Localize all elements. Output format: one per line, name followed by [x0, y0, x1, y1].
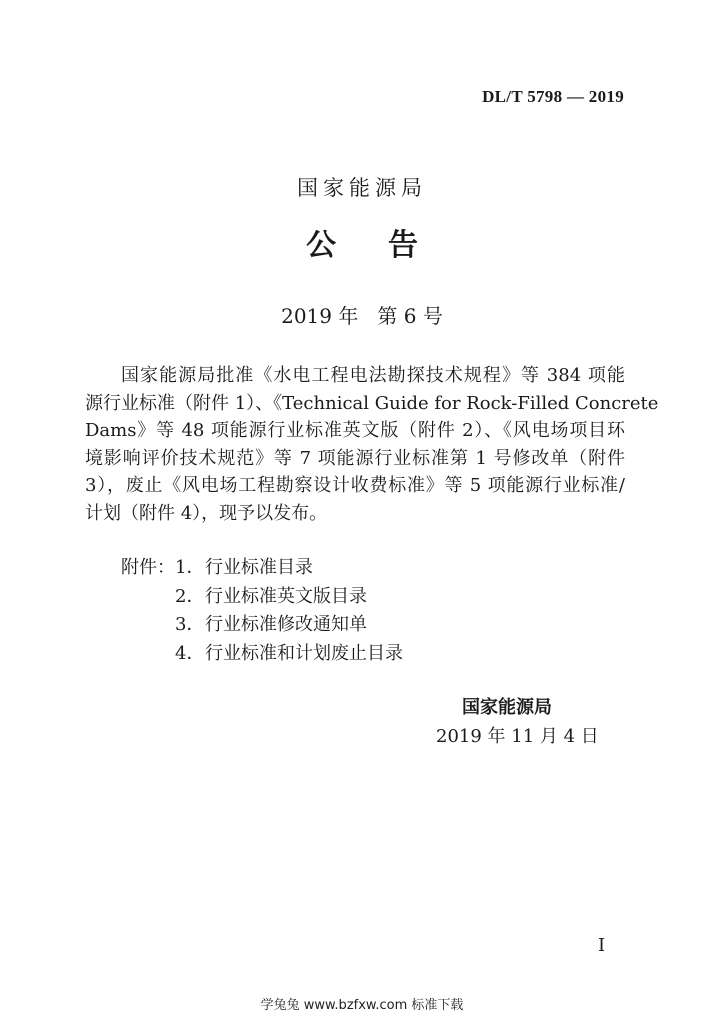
body-line: 3），废止《风电场工程勘察设计收费标准》等 5 项能源行业标准/ [85, 475, 625, 496]
notice-title: 公告 [306, 228, 470, 263]
signature-organization: 国家能源局 [462, 697, 552, 718]
notice-body [85, 362, 659, 527]
attachment-item [121, 611, 403, 640]
body-line: 计划（附件 4），现予以发布。 [85, 502, 328, 524]
attachments-label: 附件： [121, 557, 175, 578]
attachment-title: 行业标准修改通知单 [205, 614, 367, 635]
footer-watermark: 学兔兔 www.bzfxw.com 标准下载 [260, 998, 464, 1013]
attachment-number: 2． [175, 585, 205, 607]
standard-code: DL/T 5798 — 2019 [482, 87, 624, 106]
attachment-item [121, 583, 403, 612]
attachment-item [121, 640, 403, 669]
attachment-item [121, 554, 403, 583]
body-line: Dams》等 48 项能源行业标准英文版（附件 2）、《风电场项目环 [85, 420, 625, 441]
body-line: 境影响评价技术规范》等 7 项能源行业标准第 1 号修改单（附件 [85, 447, 625, 469]
attachment-number: 1． [175, 557, 205, 578]
attachments-list [121, 554, 403, 668]
body-line: 源行业标准（附件 1）、《Technical Guide for Rock-Filled Concrete [85, 392, 659, 414]
issuer-heading: 国家能源局 [297, 176, 427, 200]
signature-date: 2019 年 11 月 4 日 [436, 726, 599, 747]
attachment-title: 行业标准目录 [205, 557, 313, 578]
attachment-title: 行业标准和计划废止目录 [205, 642, 403, 664]
attachment-title: 行业标准英文版目录 [205, 585, 367, 607]
attachment-number: 4． [175, 642, 205, 664]
attachment-number: 3． [175, 614, 205, 635]
body-line: 国家能源局批准《水电工程电法勘探技术规程》等 384 项能 [121, 365, 625, 386]
issue-number: 2019 年 第 6 号 [281, 304, 443, 328]
page-number: I [598, 935, 606, 956]
